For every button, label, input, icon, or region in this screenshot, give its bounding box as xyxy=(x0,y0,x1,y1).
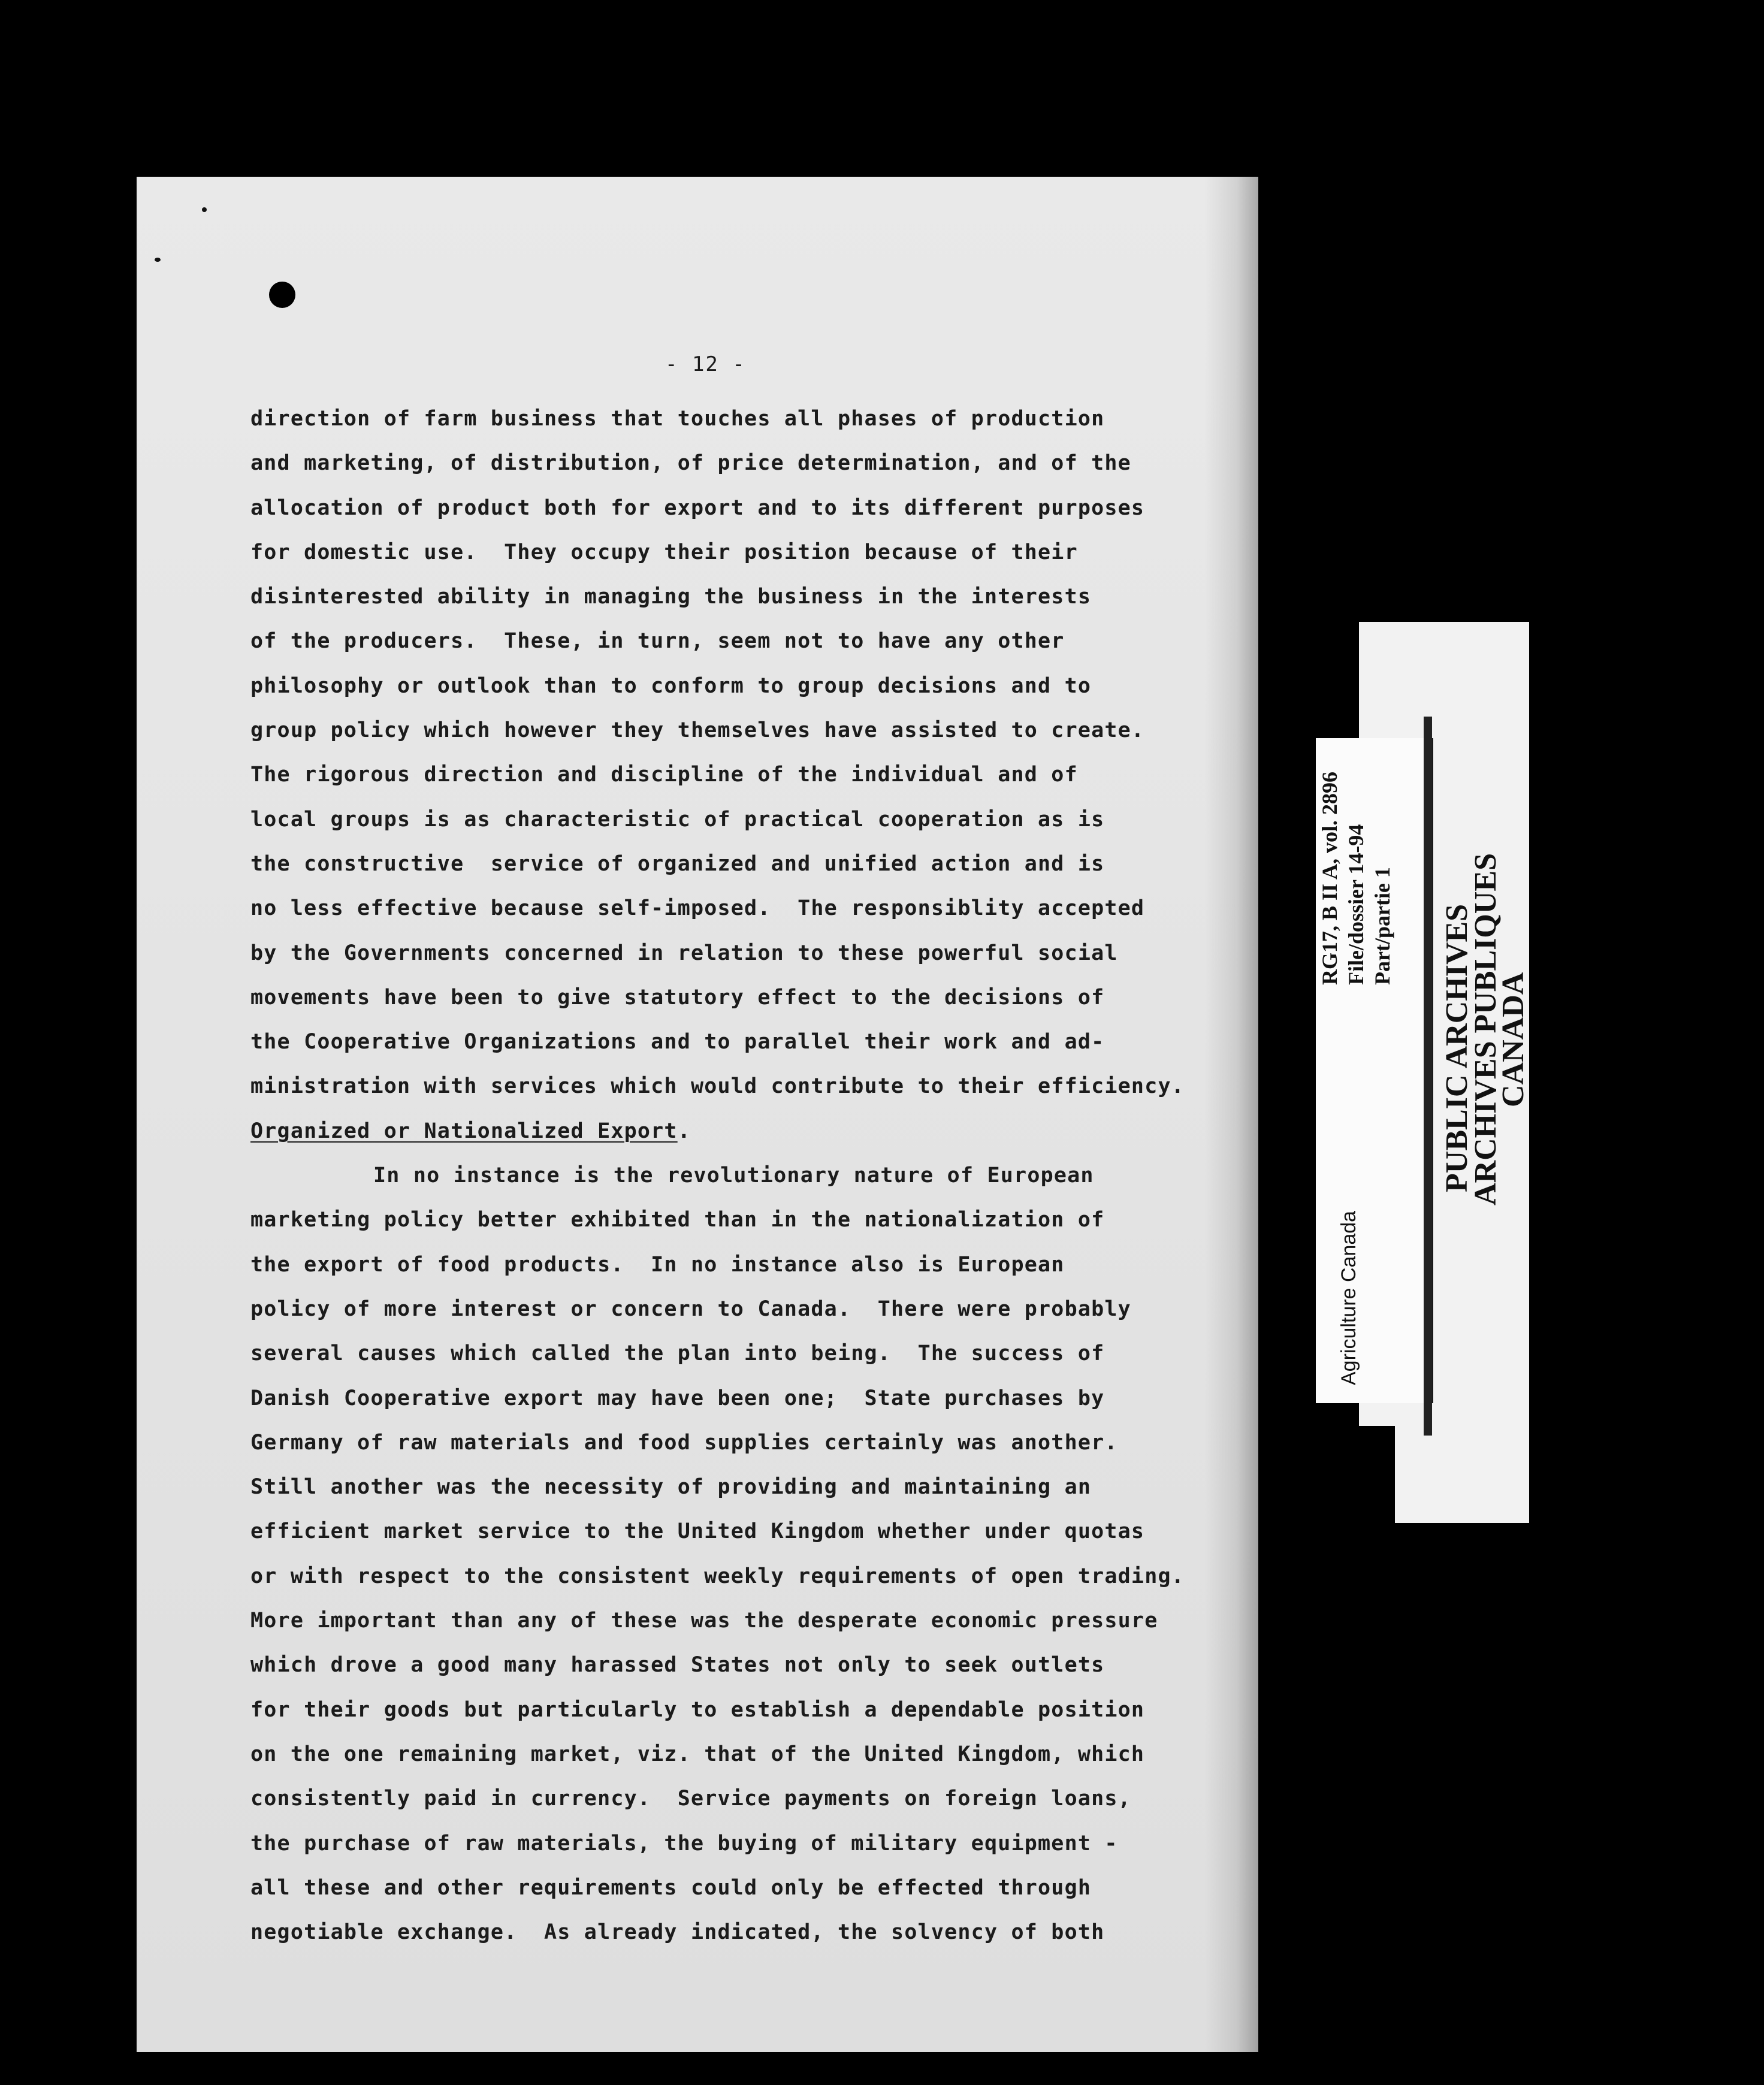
paragraph-line: policy of more interest or concern to Canada. There were probably xyxy=(250,1297,1131,1321)
archive-name-fr: ARCHIVES PUBLIQUES xyxy=(1469,853,1503,1205)
paragraph-line: efficient market service to the United Kingdom whether under quotas xyxy=(250,1519,1145,1544)
text-line: disinterested ability in managing the business in the interests xyxy=(250,585,1092,609)
page-number: - 12 - xyxy=(665,352,746,376)
text-line: for domestic use. They occupy their position because of their xyxy=(250,540,1078,564)
text-line: local groups is as characteristic of practical cooperation as is xyxy=(250,807,1105,832)
paragraph-line: Danish Cooperative export may have been one; State purchases by xyxy=(250,1386,1105,1410)
text-line: no less effective because self-imposed. The responsiblity accepted xyxy=(250,896,1145,921)
text-line: by the Governments concerned in relation to these powerful social xyxy=(250,941,1118,965)
section-heading xyxy=(250,1109,1209,1153)
text-line: The rigorous direction and discipline of the individual and of xyxy=(250,763,1078,787)
archive-tab-divider xyxy=(1424,717,1432,1436)
paragraph-line: Germany of raw materials and food supplies certainly was another. xyxy=(250,1430,1118,1455)
reference-file: File/dossier 14-94 xyxy=(1344,824,1368,985)
section-heading-punct: . xyxy=(677,1119,691,1143)
text-line: the constructive service of organized and unified action and is xyxy=(250,851,1105,876)
punch-hole xyxy=(269,282,295,308)
reference-part: Part/partie 1 xyxy=(1370,867,1394,985)
section-heading-text: Organized or Nationalized Export xyxy=(250,1119,678,1143)
text-line: allocation of product both for export and to its different purposes xyxy=(250,495,1145,520)
paragraph-line: for their goods but particularly to establish a dependable position xyxy=(250,1697,1145,1722)
archive-tab-notch xyxy=(1359,1426,1395,1523)
text-line: direction of farm business that touches all phases of production xyxy=(250,407,1105,431)
paragraph-line: all these and other requirements could only be effected through xyxy=(250,1875,1092,1900)
text-line: group policy which however they themselves have assisted to create. xyxy=(250,718,1145,743)
speck xyxy=(155,258,161,262)
speck xyxy=(202,207,207,212)
text-line: of the producers. These, in turn, seem not to have any other xyxy=(250,629,1065,654)
paragraph-line: the purchase of raw materials, the buying of military equipment - xyxy=(250,1831,1118,1856)
paragraph-line: several causes which called the plan into being. The success of xyxy=(250,1341,1105,1366)
paragraph-line: consistently paid in currency. Service payments on foreign loans, xyxy=(250,1787,1131,1811)
text-line: ministration with services which would contribute to their efficiency. xyxy=(250,1074,1185,1099)
page-edge-shadow xyxy=(1204,177,1258,2052)
text-line: and marketing, of distribution, of price determination, and of the xyxy=(250,451,1131,476)
paragraph-line: which drove a good many harassed States not only to seek outlets xyxy=(250,1653,1105,1678)
reference-volume: RG17, B II A, vol. 2896 xyxy=(1318,771,1342,985)
text-line: movements have been to give statutory effect to the decisions of xyxy=(250,985,1105,1010)
paragraph-line: Still another was the necessity of providing and maintaining an xyxy=(250,1475,1092,1500)
typed-text-body xyxy=(250,397,1209,1954)
paragraph-line: More important than any of these was the desperate economic pressure xyxy=(250,1609,1158,1633)
paragraph-line: In no instance is the revolutionary nature of European xyxy=(373,1164,1094,1188)
paragraph-line: the export of food products. In no instance also is European xyxy=(250,1252,1065,1277)
text-line: philosophy or outlook than to conform to group decisions and to xyxy=(250,673,1092,698)
agency-label: Agriculture Canada xyxy=(1337,1210,1360,1385)
archive-name-en: PUBLIC ARCHIVES xyxy=(1440,904,1474,1192)
paragraph-line: negotiable exchange. As already indicated, the solvency of both xyxy=(250,1920,1105,1945)
paragraph-line: or with respect to the consistent weekly requirements of open trading. xyxy=(250,1564,1185,1588)
paragraph-line: on the one remaining market, viz. that of the United Kingdom, which xyxy=(250,1742,1145,1766)
text-line: the Cooperative Organizations and to parallel their work and ad- xyxy=(250,1030,1105,1054)
archive-country: CANADA xyxy=(1496,972,1530,1107)
paragraph-line: marketing policy better exhibited than in the nationalization of xyxy=(250,1208,1105,1232)
